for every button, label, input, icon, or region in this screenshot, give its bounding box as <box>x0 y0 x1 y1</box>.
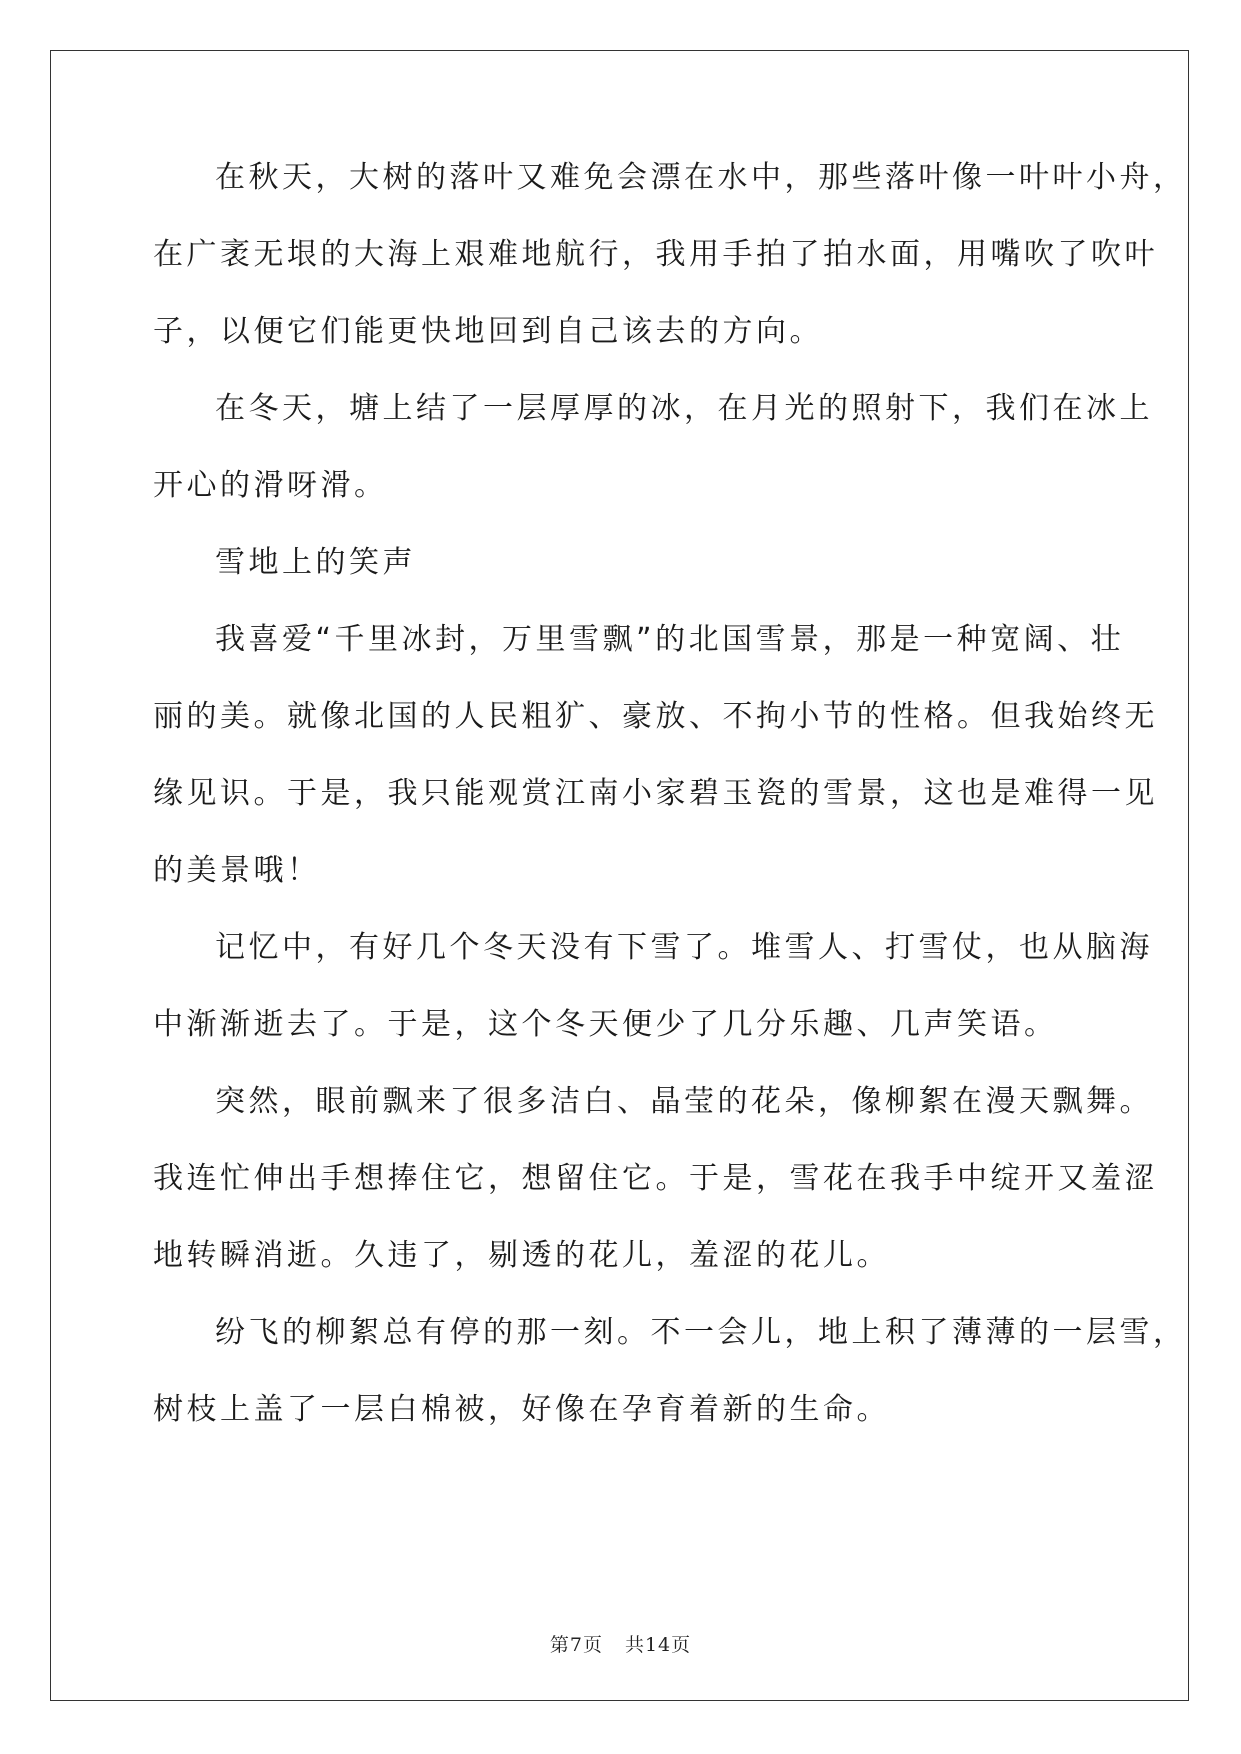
paragraph-line: 缘见识。于是，我只能观赏江南小家碧玉瓷的雪景，这也是难得一见 <box>153 776 1158 811</box>
paragraph-autumn <box>153 160 1187 391</box>
page-number-total: 共14页 <box>624 1634 692 1656</box>
paragraph-line: 在冬天，塘上结了一层厚厚的冰，在月光的照射下，我们在冰上 <box>215 391 1153 426</box>
page-number-current: 第7页 <box>549 1634 603 1656</box>
document-body <box>153 160 1187 1469</box>
paragraph-line: 地转瞬消逝。久违了，剔透的花儿，羞涩的花儿。 <box>153 1238 890 1273</box>
paragraph-northern-snow <box>153 622 1158 930</box>
paragraph-line: 子，以便它们能更快地回到自己该去的方向。 <box>153 314 823 349</box>
paragraph-snowflakes <box>153 1084 1158 1315</box>
paragraph-winter <box>153 391 1153 545</box>
paragraph-line: 记忆中，有好几个冬天没有下雪了。堆雪人、打雪仗，也从脑海 <box>215 930 1153 965</box>
paragraph-line: 的美景哦！ <box>153 853 321 888</box>
paragraph-line: 突然，眼前飘来了很多洁白、晶莹的花朵，像柳絮在漫天飘舞。 <box>215 1084 1153 1119</box>
paragraph-line: 我喜爱“千里冰封，万里雪飘”的北国雪景，那是一种宽阔、壮 <box>215 622 1125 657</box>
paragraph-line: 纷飞的柳絮总有停的那一刻。不一会儿，地上积了薄薄的一层雪， <box>215 1315 1187 1350</box>
paragraph-line: 中渐渐逝去了。于是，这个冬天便少了几分乐趣、几声笑语。 <box>153 1007 1058 1042</box>
section-heading: 雪地上的笑声 <box>215 545 416 580</box>
paragraph-memory <box>153 930 1153 1084</box>
paragraph-line: 在广袤无垠的大海上艰难地航行，我用手拍了拍水面，用嘴吹了吹叶 <box>153 237 1158 272</box>
page-footer <box>0 1630 1241 1657</box>
paragraph-line: 我连忙伸出手想捧住它，想留住它。于是，雪花在我手中绽开又羞涩 <box>153 1161 1158 1196</box>
paragraph-line: 树枝上盖了一层白棉被，好像在孕育着新的生命。 <box>153 1392 890 1427</box>
paragraph-line: 在秋天，大树的落叶又难免会漂在水中，那些落叶像一叶叶小舟， <box>215 160 1187 195</box>
paragraph-line: 丽的美。就像北国的人民粗犷、豪放、不拘小节的性格。但我始终无 <box>153 699 1158 734</box>
paragraph-snow-cover <box>153 1315 1187 1469</box>
paragraph-line: 开心的滑呀滑。 <box>153 468 388 503</box>
section-title <box>153 545 1088 622</box>
